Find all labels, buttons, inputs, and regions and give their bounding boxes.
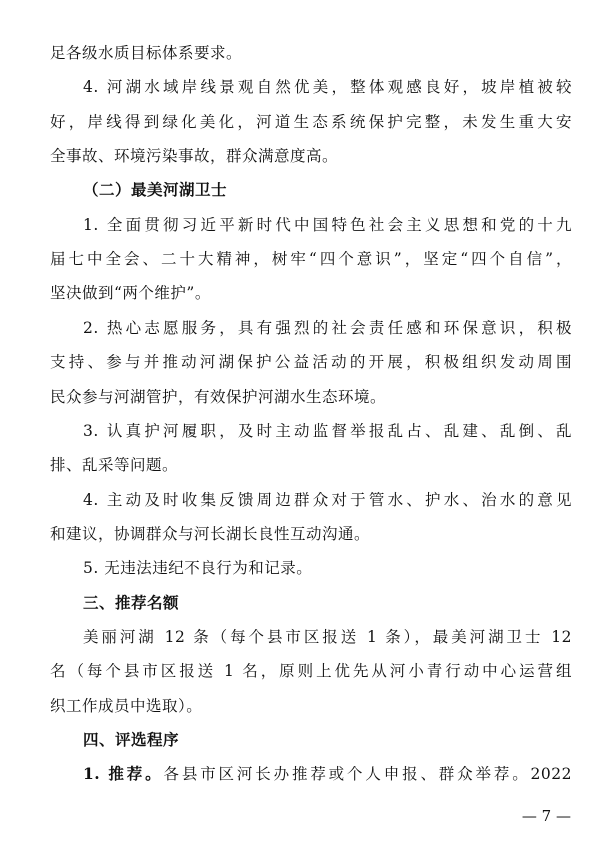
paragraph-line: 4. 主动及时收集反馈周边群众对于管水、护水、治水的意见: [83, 490, 572, 509]
paragraph-line: 坚决做到“两个维护”。: [50, 284, 211, 303]
subsection-heading: （二）最美河湖卫士: [83, 180, 228, 200]
paragraph-line: 4. 河湖水域岸线景观自然优美，整体观感良好，坡岸植被较: [83, 78, 572, 97]
procedure-step-text: 各县市区河长办推荐或个人申报、群众举荐。2022: [163, 765, 573, 784]
paragraph-line: 和建议，协调群众与河长湖长良性互动沟通。: [50, 524, 371, 543]
paragraph-line: 美丽河湖 12 条（每个县市区报送 1 条），最美河湖卫士 12: [83, 627, 572, 646]
section-heading: 四、评选程序: [83, 731, 180, 749]
page-number: — 7 —: [521, 807, 571, 825]
paragraph-line: 排、乱采等问题。: [50, 456, 179, 475]
paragraph-line: 1. 全面贯彻习近平新时代中国特色社会主义思想和党的十九: [83, 215, 572, 234]
paragraph-line: 好，岸线得到绿化美化，河道生态系统保护完整，未发生重大安: [50, 112, 572, 131]
paragraph-line: 全事故、环境污染事故，群众满意度高。: [50, 147, 339, 166]
section-heading: 三、推荐名额: [83, 593, 180, 612]
procedure-step-label: 1. 推荐。: [83, 764, 164, 784]
paragraph-line: 织工作成员中选取）。: [50, 696, 203, 715]
paragraph-line: 民众参与河湖管护，有效保护河湖水生态环境。: [50, 387, 387, 406]
paragraph-line: 5. 无违法违纪不良行为和记录。: [83, 559, 313, 578]
paragraph-line: 支持、参与并推动河湖保护公益活动的开展，积极组织发动周围: [50, 353, 572, 372]
paragraph-line: 足各级水质目标体系要求。: [50, 44, 243, 62]
paragraph-line: 名（每个县市区报送 1 名，原则上优先从河小青行动中心运营组: [50, 662, 572, 681]
paragraph-line: 3. 认真护河履职，及时主动监督举报乱占、乱建、乱倒、乱: [83, 421, 572, 440]
paragraph-line: 2. 热心志愿服务，具有强烈的社会责任感和环保意识，积极: [83, 318, 572, 337]
paragraph-line: 届七中全会、二十大精神，树牢“四个意识”，坚定“四个自信”，: [50, 250, 572, 269]
paragraph-line: [83, 763, 572, 785]
